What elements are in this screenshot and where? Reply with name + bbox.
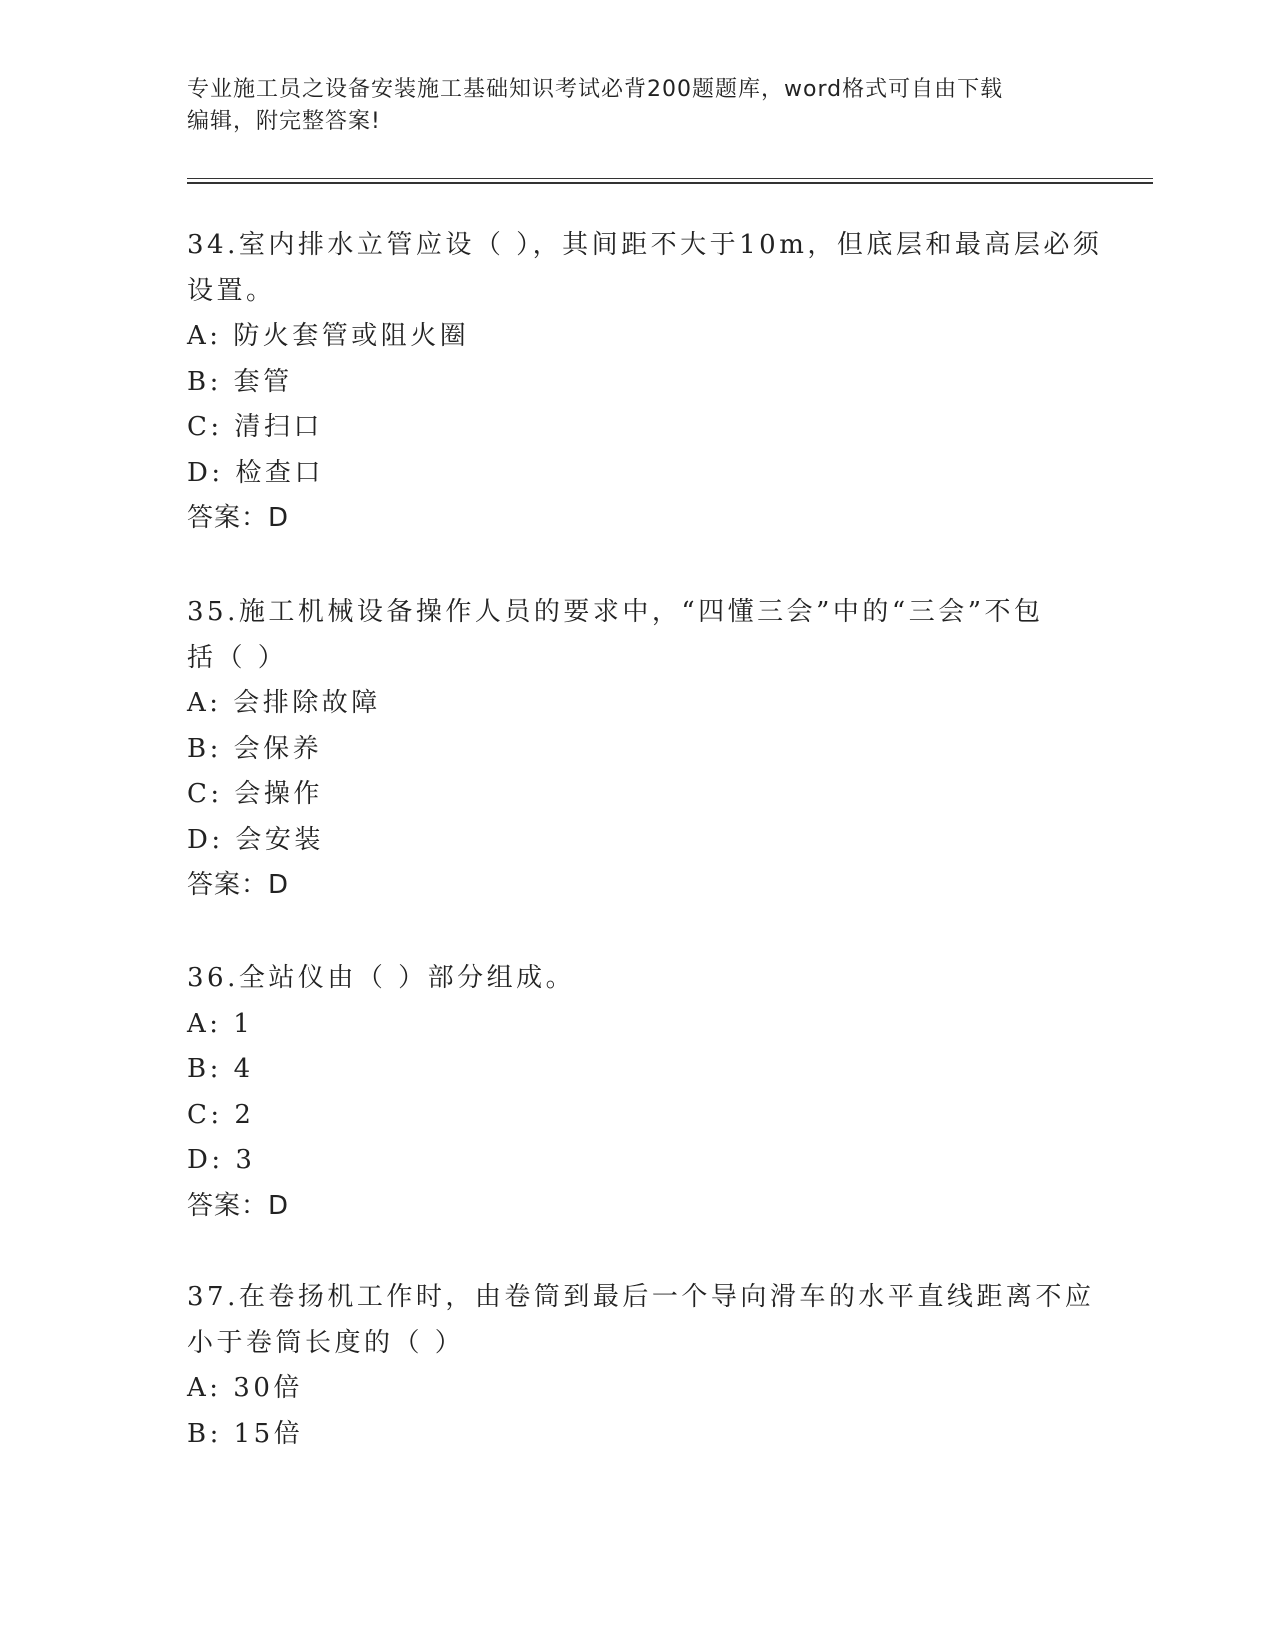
option-c: C: 清扫口 xyxy=(187,412,323,442)
header-line: 专业施工员之设备安装施工基础知识考试必背200题题库，word格式可自由下载 xyxy=(187,77,1004,102)
option-a: A: 1 xyxy=(187,1008,254,1039)
question-37 xyxy=(187,1275,1095,1457)
option-b: B: 会保养 xyxy=(187,733,323,764)
option-b: B: 套管 xyxy=(187,366,293,397)
question-36 xyxy=(187,956,1087,1229)
option-b: B: 15倍 xyxy=(187,1418,304,1449)
question-stem-line: 35.施工机械设备操作人员的要求中，“四懂三会”中的“三会”不包 xyxy=(187,597,1044,627)
header-rule-thin xyxy=(187,178,1153,179)
question-stem-line: 小于卷筒长度的（ ） xyxy=(187,1327,465,1358)
option-b: B: 4 xyxy=(187,1054,254,1084)
option-d: D: 检查口 xyxy=(187,457,324,488)
document-header xyxy=(187,74,1087,138)
question-stem-line: 括（ ） xyxy=(187,642,288,673)
question-34 xyxy=(187,223,1103,542)
question-35 xyxy=(187,590,1087,909)
header-line: 编辑，附完整答案! xyxy=(187,109,381,134)
question-stem-line: 36.全站仪由（ ）部分组成。 xyxy=(187,963,576,993)
answer-text: 答案：D xyxy=(187,1190,290,1221)
option-d: D: 3 xyxy=(187,1145,256,1175)
question-stem-line: 设置。 xyxy=(187,275,276,306)
question-stem-line: 37.在卷扬机工作时，由卷筒到最后一个导向滑车的水平直线距离不应 xyxy=(187,1282,1095,1312)
answer-text: 答案：D xyxy=(187,503,290,533)
answer-text: 答案：D xyxy=(187,870,290,900)
option-a: A: 防火套管或阻火圈 xyxy=(187,321,470,351)
option-d: D: 会安装 xyxy=(187,824,324,855)
option-a: A: 会排除故障 xyxy=(187,688,381,718)
header-rule-thick xyxy=(187,182,1153,184)
option-c: C: 会操作 xyxy=(187,779,323,809)
question-stem-line: 34.室内排水立管应设（ ），其间距不大于10m，但底层和最高层必须 xyxy=(187,230,1103,260)
option-a: A: 30倍 xyxy=(187,1373,303,1403)
option-c: C: 2 xyxy=(187,1099,255,1130)
